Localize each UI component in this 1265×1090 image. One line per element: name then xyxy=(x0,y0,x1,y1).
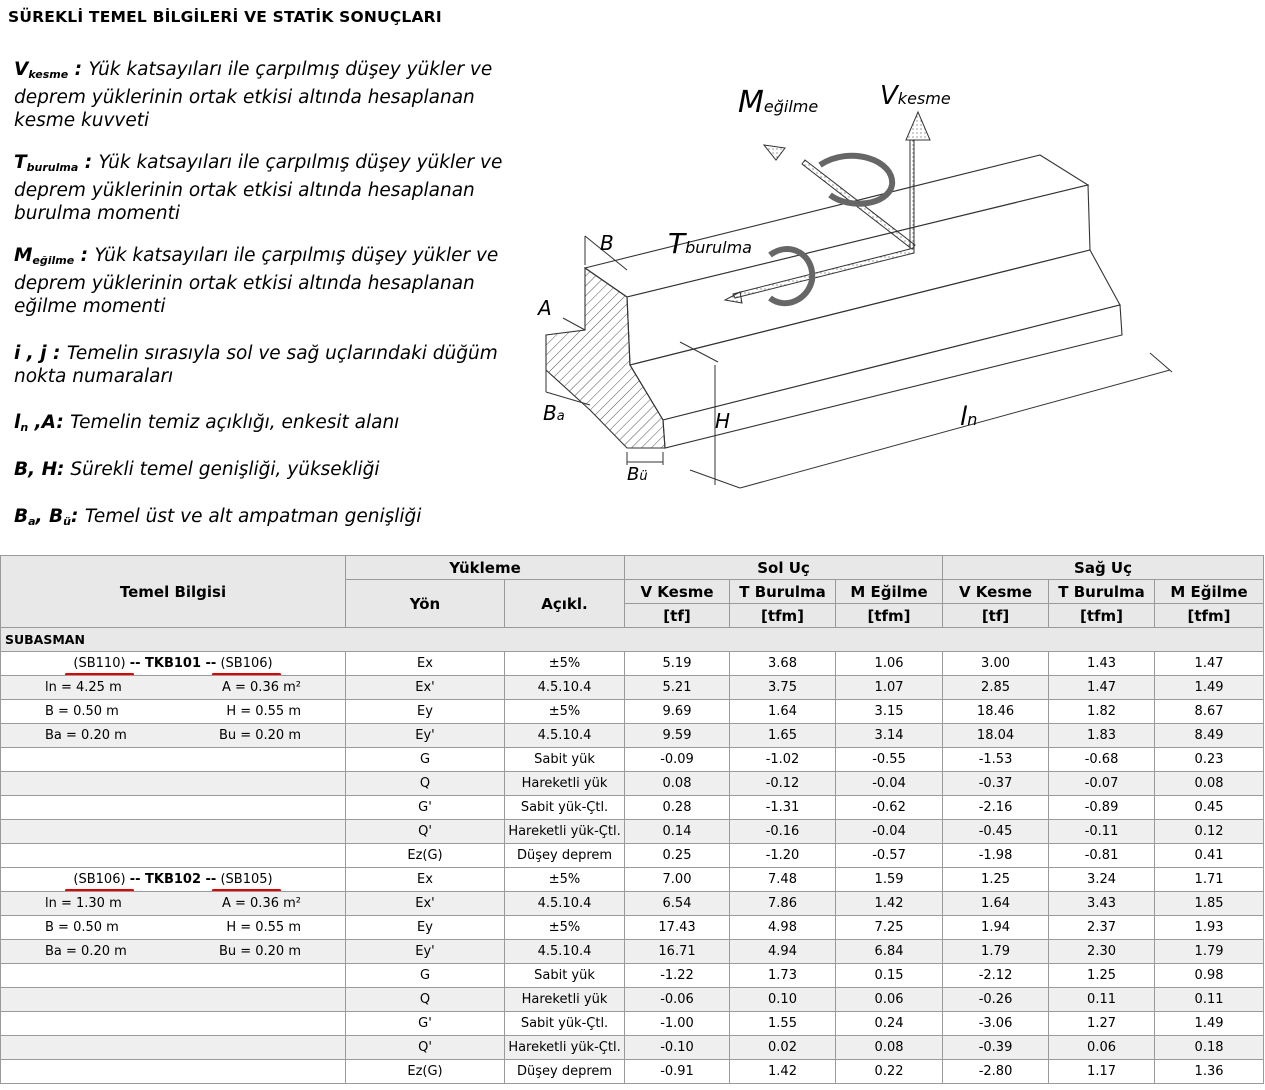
cell-acikl: ±5% xyxy=(505,916,625,940)
beam-header xyxy=(1,652,346,676)
beam-property-row xyxy=(1,700,346,724)
beam-property: Ba = 0.20 m xyxy=(45,944,127,959)
cell-value: -0.07 xyxy=(1049,772,1155,796)
cell-value: -1.53 xyxy=(943,748,1049,772)
beam-property: H = 0.55 m xyxy=(226,920,301,935)
cell-value: 8.67 xyxy=(1155,700,1264,724)
cell-acikl: Sabit yük xyxy=(505,748,625,772)
cell-acikl: 4.5.10.4 xyxy=(505,892,625,916)
table-row xyxy=(1,652,1264,676)
header-yukleme: Yükleme xyxy=(346,556,625,580)
cell-value: 3.15 xyxy=(836,700,943,724)
cell-acikl: 4.5.10.4 xyxy=(505,676,625,700)
cell-value: 0.10 xyxy=(730,988,836,1012)
cell-value: 0.12 xyxy=(1155,820,1264,844)
cell-yon: Q xyxy=(346,772,505,796)
unit-tf: [tf] xyxy=(625,604,730,628)
beam-property: Bu = 0.20 m xyxy=(218,944,301,959)
table-row xyxy=(1,820,1264,844)
cell-value: 1.42 xyxy=(836,892,943,916)
beam-property: A = 0.36 m² xyxy=(221,680,301,695)
cell-value: -0.06 xyxy=(625,988,730,1012)
table-row xyxy=(1,772,1264,796)
cell-yon: G xyxy=(346,964,505,988)
beam-property: A = 0.36 m² xyxy=(221,896,301,911)
table-row xyxy=(1,916,1264,940)
page-title: SÜREKLİ TEMEL BİLGİLERİ VE STATİK SONUÇLARI xyxy=(8,8,442,26)
table-row xyxy=(1,748,1264,772)
cell-acikl: Hareketli yük-Çtl. xyxy=(505,820,625,844)
definition-t-burulma: $T_{burulma}$ : Yük katsayıları ile çarpılmış düşey yükler ve deprem yüklerinin ortak etkisi altında hesaplanan burulma momenti xyxy=(14,152,503,224)
cell-value: 1.79 xyxy=(1155,940,1264,964)
cell-value: 17.43 xyxy=(625,916,730,940)
cell-value: -0.04 xyxy=(836,820,943,844)
beam-info-empty xyxy=(1,796,346,820)
cell-yon: Q xyxy=(346,988,505,1012)
cell-acikl: ±5% xyxy=(505,652,625,676)
node-j: (SB106) xyxy=(220,656,273,671)
cell-value: -0.11 xyxy=(1049,820,1155,844)
cell-value: 0.98 xyxy=(1155,964,1264,988)
cell-value: -1.31 xyxy=(730,796,836,820)
definition-ln-a: $l_n$ ,A: Temelin temiz açıklığı, enkesit alanı xyxy=(14,412,400,434)
cell-value: 18.46 xyxy=(943,700,1049,724)
cell-acikl: 4.5.10.4 xyxy=(505,724,625,748)
beam-info-empty xyxy=(1,988,346,1012)
m-egilme-label: Meğilme xyxy=(738,85,819,120)
header-sag-uc: Sağ Uç xyxy=(943,556,1264,580)
beam-property: B = 0.50 m xyxy=(45,704,119,719)
header-sol-t-burulma: T Burulma xyxy=(730,580,836,604)
cell-value: -0.12 xyxy=(730,772,836,796)
cell-value: 1.42 xyxy=(730,1060,836,1084)
header-sol-v-kesme: V Kesme xyxy=(625,580,730,604)
beam-info-empty xyxy=(1,1036,346,1060)
beam-property: H = 0.55 m xyxy=(226,704,301,719)
cell-value: 3.14 xyxy=(836,724,943,748)
bu-label: Bü xyxy=(627,464,648,485)
cell-yon: G' xyxy=(346,1012,505,1036)
cell-value: 3.24 xyxy=(1049,868,1155,892)
definition-ba-bu: $B_a$, $B_ü$: Temel üst ve alt ampatman genişliği xyxy=(14,506,422,528)
cell-value: 5.19 xyxy=(625,652,730,676)
header-sol-uc: Sol Uç xyxy=(625,556,943,580)
table-row xyxy=(1,1036,1264,1060)
cell-acikl: Sabit yük xyxy=(505,964,625,988)
table-row xyxy=(1,724,1264,748)
definition-i-j: i , j : Temelin sırasıyla sol ve sağ uçlarındaki düğüm nokta numaraları xyxy=(14,343,498,387)
cell-value: 1.49 xyxy=(1155,1012,1264,1036)
beam-property-row xyxy=(1,676,346,700)
cell-value: 0.06 xyxy=(1049,1036,1155,1060)
cell-value: 1.36 xyxy=(1155,1060,1264,1084)
cell-value: 8.49 xyxy=(1155,724,1264,748)
cell-yon: Ex xyxy=(346,652,505,676)
cell-value: 1.25 xyxy=(1049,964,1155,988)
cell-value: 0.28 xyxy=(625,796,730,820)
cell-yon: Ez(G) xyxy=(346,844,505,868)
cell-value: 1.71 xyxy=(1155,868,1264,892)
cell-value: 1.65 xyxy=(730,724,836,748)
cell-acikl: Hareketli yük xyxy=(505,772,625,796)
cell-value: 2.37 xyxy=(1049,916,1155,940)
cell-value: 1.93 xyxy=(1155,916,1264,940)
results-table xyxy=(0,555,1264,1084)
table-row xyxy=(1,700,1264,724)
beam-info-empty xyxy=(1,772,346,796)
beam-header xyxy=(1,868,346,892)
cell-value: 3.68 xyxy=(730,652,836,676)
cell-yon: Ey' xyxy=(346,724,505,748)
cell-value: 9.69 xyxy=(625,700,730,724)
beam-property-row xyxy=(1,940,346,964)
cell-value: 7.86 xyxy=(730,892,836,916)
cell-value: -0.89 xyxy=(1049,796,1155,820)
ba-label: Ba xyxy=(543,401,565,425)
cell-value: -0.68 xyxy=(1049,748,1155,772)
cell-acikl: Hareketli yük xyxy=(505,988,625,1012)
cell-value: 0.15 xyxy=(836,964,943,988)
beam-name: -- TKB102 -- xyxy=(129,872,217,887)
cell-value: -0.16 xyxy=(730,820,836,844)
beam-property: Bu = 0.20 m xyxy=(218,728,301,743)
cell-yon: Q' xyxy=(346,1036,505,1060)
definition-v-kesme: $V_{kesme}$ : Yük katsayıları ile çarpılmış düşey yükler ve deprem yüklerinin ortak etkisi altında hesaplanan kesme kuvveti xyxy=(14,59,493,131)
foundation-diagram xyxy=(520,75,1220,500)
cell-value: 1.85 xyxy=(1155,892,1264,916)
beam-property-row xyxy=(1,916,346,940)
beam-info-empty xyxy=(1,1060,346,1084)
cell-value: 0.08 xyxy=(625,772,730,796)
cell-value: -0.45 xyxy=(943,820,1049,844)
node-i: (SB110) xyxy=(73,656,126,671)
table-row xyxy=(1,964,1264,988)
header-acikl: Açıkl. xyxy=(505,580,625,628)
cell-value: 0.08 xyxy=(1155,772,1264,796)
beam-name: -- TKB101 -- xyxy=(129,656,217,671)
cell-value: 0.22 xyxy=(836,1060,943,1084)
h-label: H xyxy=(715,409,731,433)
beam-property-row xyxy=(1,724,346,748)
cell-value: -1.98 xyxy=(943,844,1049,868)
cell-value: 0.18 xyxy=(1155,1036,1264,1060)
cell-value: -2.80 xyxy=(943,1060,1049,1084)
table-row xyxy=(1,796,1264,820)
a-label: A xyxy=(538,296,552,320)
header-sol-m-egilme: M Eğilme xyxy=(836,580,943,604)
cell-value: 5.21 xyxy=(625,676,730,700)
cell-yon: Ey xyxy=(346,916,505,940)
cell-yon: G xyxy=(346,748,505,772)
table-row xyxy=(1,844,1264,868)
table-row xyxy=(1,1060,1264,1084)
beam-info-empty xyxy=(1,844,346,868)
cell-value: -0.09 xyxy=(625,748,730,772)
cell-acikl: 4.5.10.4 xyxy=(505,940,625,964)
cell-value: -0.81 xyxy=(1049,844,1155,868)
table-row xyxy=(1,868,1264,892)
cell-value: 1.82 xyxy=(1049,700,1155,724)
cell-value: -0.10 xyxy=(625,1036,730,1060)
table-row xyxy=(1,940,1264,964)
node-j: (SB105) xyxy=(220,872,273,887)
results-table-container xyxy=(0,555,1265,1090)
cell-value: 0.06 xyxy=(836,988,943,1012)
beam-info-empty xyxy=(1,964,346,988)
cell-value: -1.02 xyxy=(730,748,836,772)
cell-value: -0.04 xyxy=(836,772,943,796)
cell-yon: Ey' xyxy=(346,940,505,964)
cell-value: 1.17 xyxy=(1049,1060,1155,1084)
cell-value: 1.73 xyxy=(730,964,836,988)
cell-value: 0.45 xyxy=(1155,796,1264,820)
cell-value: -2.12 xyxy=(943,964,1049,988)
cell-yon: Ey xyxy=(346,700,505,724)
cell-value: 1.64 xyxy=(943,892,1049,916)
cell-value: 0.02 xyxy=(730,1036,836,1060)
cell-value: 0.23 xyxy=(1155,748,1264,772)
cell-value: 1.83 xyxy=(1049,724,1155,748)
table-row xyxy=(1,988,1264,1012)
cell-value: 16.71 xyxy=(625,940,730,964)
unit-tfm: [tfm] xyxy=(1049,604,1155,628)
cell-acikl: Sabit yük-Çtl. xyxy=(505,796,625,820)
cell-yon: Ex' xyxy=(346,892,505,916)
cell-acikl: Düşey deprem xyxy=(505,844,625,868)
cell-value: 1.47 xyxy=(1155,652,1264,676)
header-sag-v-kesme: V Kesme xyxy=(943,580,1049,604)
definition-m-egilme: $M_{eğilme}$ : Yük katsayıları ile çarpılmış düşey yükler ve deprem yüklerinin ortak etkisi altında hesaplanan eğilme momenti xyxy=(14,245,499,317)
cell-value: 1.06 xyxy=(836,652,943,676)
beam-property: Ba = 0.20 m xyxy=(45,728,127,743)
cell-value: 6.84 xyxy=(836,940,943,964)
cell-value: 6.54 xyxy=(625,892,730,916)
unit-tfm: [tfm] xyxy=(730,604,836,628)
cell-value: 3.75 xyxy=(730,676,836,700)
cell-value: 7.00 xyxy=(625,868,730,892)
cell-value: -0.57 xyxy=(836,844,943,868)
cell-value: 1.64 xyxy=(730,700,836,724)
unit-tf: [tf] xyxy=(943,604,1049,628)
cell-value: 1.59 xyxy=(836,868,943,892)
header-sag-m-egilme: M Eğilme xyxy=(1155,580,1264,604)
table-row xyxy=(1,1012,1264,1036)
cell-value: 1.25 xyxy=(943,868,1049,892)
cell-value: 18.04 xyxy=(943,724,1049,748)
cell-value: -0.91 xyxy=(625,1060,730,1084)
cell-value: 1.07 xyxy=(836,676,943,700)
definition-b-h: B, H: Sürekli temel genişliği, yüksekliği xyxy=(14,459,380,480)
unit-tfm: [tfm] xyxy=(1155,604,1264,628)
cell-value: 1.43 xyxy=(1049,652,1155,676)
cell-value: 1.47 xyxy=(1049,676,1155,700)
cell-value: 4.98 xyxy=(730,916,836,940)
cell-value: 1.79 xyxy=(943,940,1049,964)
cell-value: 2.30 xyxy=(1049,940,1155,964)
cell-value: -0.39 xyxy=(943,1036,1049,1060)
cell-value: 1.94 xyxy=(943,916,1049,940)
cell-value: 0.25 xyxy=(625,844,730,868)
beam-property: B = 0.50 m xyxy=(45,920,119,935)
cell-yon: Q' xyxy=(346,820,505,844)
beam-property: ln = 4.25 m xyxy=(45,680,122,695)
cell-value: -1.00 xyxy=(625,1012,730,1036)
cell-yon: Ez(G) xyxy=(346,1060,505,1084)
cell-value: 0.11 xyxy=(1049,988,1155,1012)
table-row xyxy=(1,676,1264,700)
group-label: SUBASMAN xyxy=(1,628,1264,652)
cell-value: -0.62 xyxy=(836,796,943,820)
cell-acikl: Düşey deprem xyxy=(505,1060,625,1084)
cell-value: -0.26 xyxy=(943,988,1049,1012)
cell-value: 2.85 xyxy=(943,676,1049,700)
cell-value: 9.59 xyxy=(625,724,730,748)
cell-value: -0.55 xyxy=(836,748,943,772)
cell-acikl: Hareketli yük-Çtl. xyxy=(505,1036,625,1060)
cell-value: -3.06 xyxy=(943,1012,1049,1036)
cell-value: 0.11 xyxy=(1155,988,1264,1012)
cell-value: -1.22 xyxy=(625,964,730,988)
cell-value: 3.00 xyxy=(943,652,1049,676)
beam-info-empty xyxy=(1,1012,346,1036)
beam-property: ln = 1.30 m xyxy=(45,896,122,911)
cell-value: 7.25 xyxy=(836,916,943,940)
beam-info-empty xyxy=(1,748,346,772)
cell-acikl: ±5% xyxy=(505,700,625,724)
unit-tfm: [tfm] xyxy=(836,604,943,628)
v-kesme-label: Vkesme xyxy=(880,81,951,111)
table-row xyxy=(1,892,1264,916)
t-burulma-label: Tburulma xyxy=(668,227,752,260)
cell-acikl: ±5% xyxy=(505,868,625,892)
cell-value: 0.41 xyxy=(1155,844,1264,868)
node-i: (SB106) xyxy=(73,872,126,887)
cell-value: 1.49 xyxy=(1155,676,1264,700)
cell-value: 0.14 xyxy=(625,820,730,844)
cell-value: 1.27 xyxy=(1049,1012,1155,1036)
b-label: B xyxy=(600,231,614,255)
header-yon: Yön xyxy=(346,580,505,628)
cell-value: -0.37 xyxy=(943,772,1049,796)
beam-info-empty xyxy=(1,820,346,844)
cell-value: 4.94 xyxy=(730,940,836,964)
ln-label: ln xyxy=(960,402,978,432)
header-temel-bilgisi: Temel Bilgisi xyxy=(1,556,346,628)
cell-value: 0.08 xyxy=(836,1036,943,1060)
cell-value: 3.43 xyxy=(1049,892,1155,916)
cell-acikl: Sabit yük-Çtl. xyxy=(505,1012,625,1036)
cell-yon: G' xyxy=(346,796,505,820)
cell-value: -2.16 xyxy=(943,796,1049,820)
cell-value: -1.20 xyxy=(730,844,836,868)
header-sag-t-burulma: T Burulma xyxy=(1049,580,1155,604)
cell-value: 1.55 xyxy=(730,1012,836,1036)
cell-value: 7.48 xyxy=(730,868,836,892)
cell-yon: Ex' xyxy=(346,676,505,700)
cell-yon: Ex xyxy=(346,868,505,892)
cell-value: 0.24 xyxy=(836,1012,943,1036)
beam-property-row xyxy=(1,892,346,916)
